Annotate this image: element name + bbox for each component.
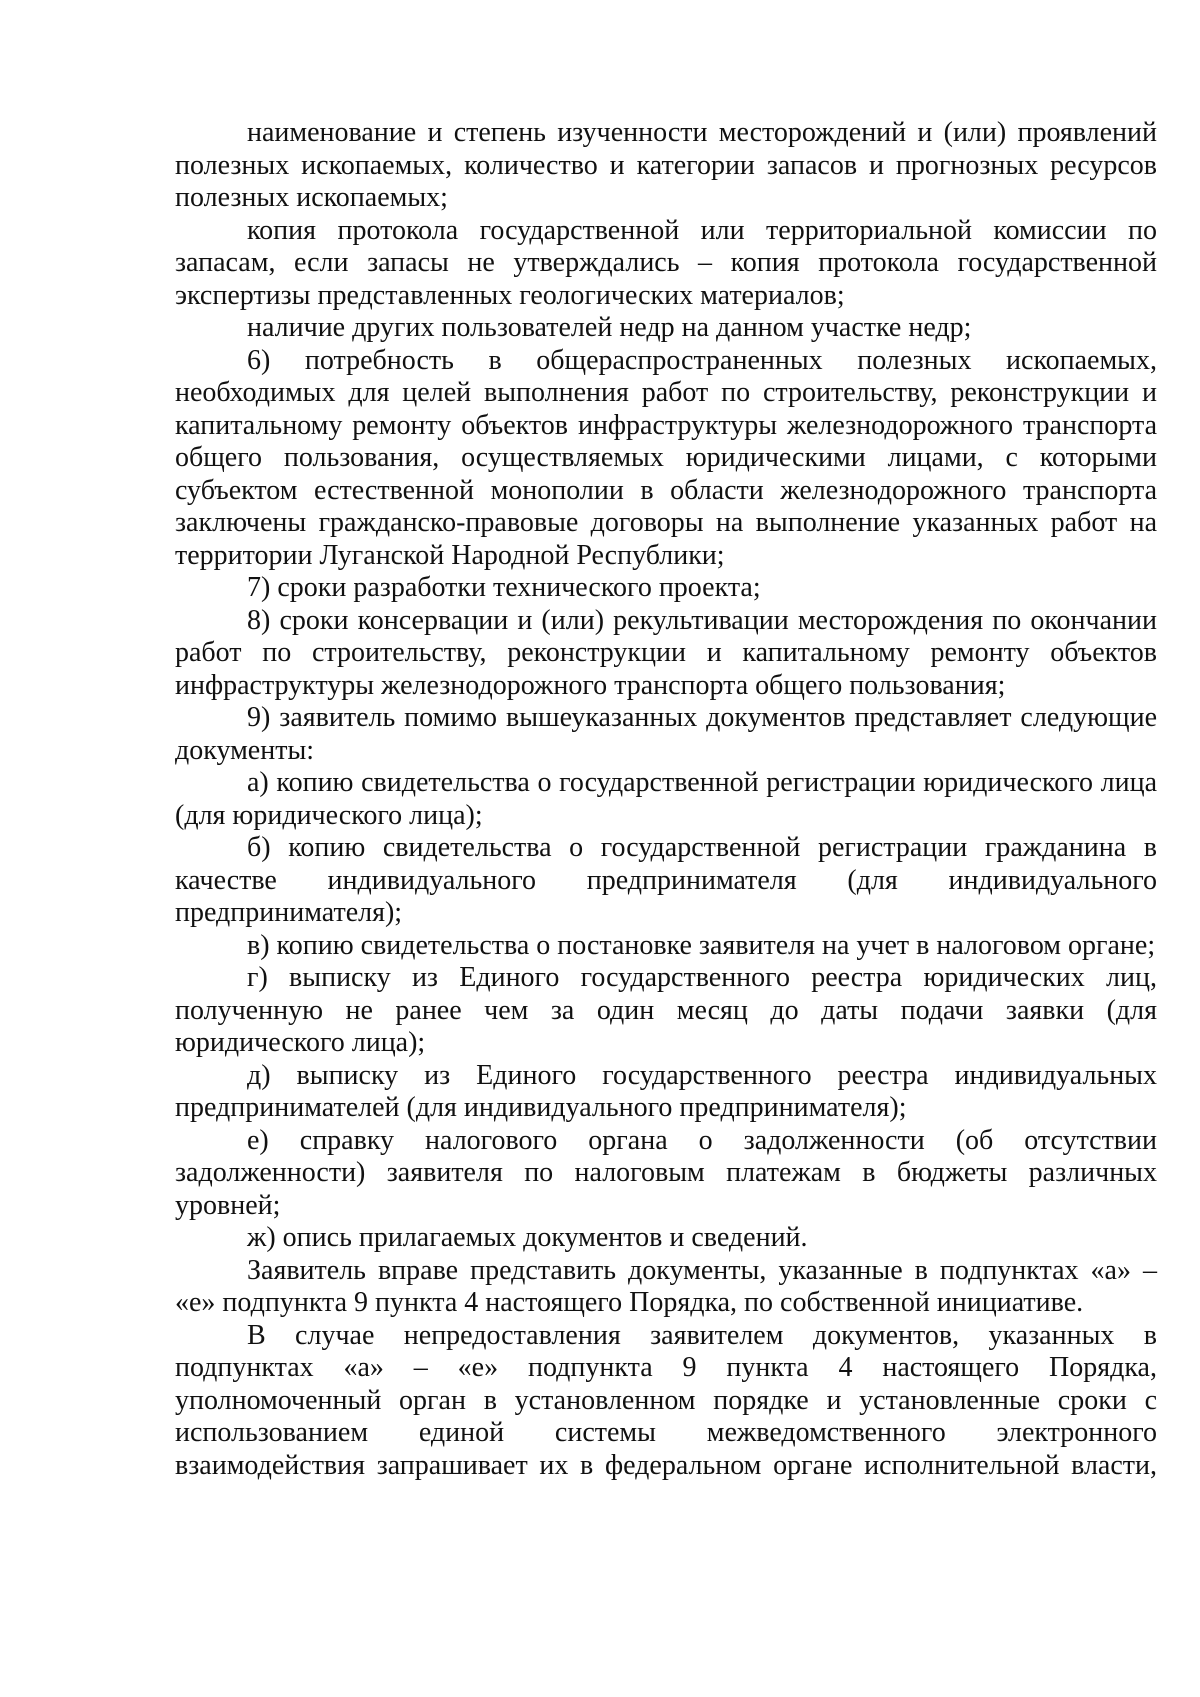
paragraph-subitem-v: в) копию свидетельства о постановке заявителя на учет в налоговом органе; — [247, 929, 1156, 961]
paragraph-protocol-copy: копия протокола государственной или территориальной комиссии по запасам, если запасы не утверждались – копия протокола государственной экспертизы представленных геологических материалов; — [175, 214, 1157, 311]
paragraph-item-9: 9) заявитель помимо вышеуказанных документов представляет следующие документы: — [175, 702, 1157, 766]
paragraph-subitem-b: б) копию свидетельства о государственной регистрации гражданина в качестве индивидуального предпринимателя (для индивидуального предпринимателя); — [175, 832, 1157, 928]
paragraph-item-7: 7) сроки разработки технического проекта; — [247, 572, 761, 603]
paragraph-non-submission: В случае непредоставления заявителем документов, указанных в подпунктах «а» – «е» подпункта 9 пункта 4 настоящего Порядка, уполномоченный орган в установленном порядке и установленные сроки с использованием единой системы межведомственного электронного взаимодействия запрашивает их в федеральном органе исполнительной власти, — [175, 1319, 1157, 1481]
document-page — [175, 117, 1157, 1482]
paragraph-subitem-g: г) выписку из Единого государственного реестра юридических лиц, полученную не ранее чем за один месяц до даты подачи заявки (для юридического лица); — [175, 962, 1157, 1058]
paragraph-subitem-a: а) копию свидетельства о государственной регистрации юридического лица (для юридического лица); — [175, 767, 1157, 831]
paragraph-subitem-e: е) справку налогового органа о задолженности (об отсутствии задолженности) заявителя по налоговым платежам в бюджеты различных уровней; — [175, 1124, 1157, 1221]
paragraph-item-8: 8) сроки консервации и (или) рекультивации месторождения по окончании работ по строительству, реконструкции и капитальному ремонту объектов инфраструктуры железнодорожного транспорта общего пользования; — [175, 604, 1157, 701]
paragraph-subitem-zh: ж) опись прилагаемых документов и сведений. — [247, 1222, 808, 1253]
paragraph-other-users: наличие других пользователей недр на данном участке недр; — [247, 312, 972, 343]
paragraph-item-6: 6) потребность в общераспространенных полезных ископаемых, необходимых для целей выполнения работ по строительству, реконструкции и капитальному ремонту объектов инфраструктуры железнодорожного транспорта общего пользования, осуществляемых юридическими лицами, с которыми субъектом естественной монополии в области железнодорожного транспорта заключены гражданско-правовые договоры на выполнение указанных работ на территории Луганской Народной Республики; — [175, 344, 1157, 571]
paragraph-subitem-d: д) выписку из Единого государственного реестра индивидуальных предпринимателей (для индивидуального предпринимателя); — [175, 1059, 1157, 1123]
paragraph-deposit-name: наименование и степень изученности месторождений и (или) проявлений полезных ископаемых, количество и категории запасов и прогнозных ресурсов полезных ископаемых; — [175, 117, 1157, 213]
paragraph-applicant-right: Заявитель вправе представить документы, указанные в подпунктах «а» – «е» подпункта 9 пункта 4 настоящего Порядка, по собственной инициативе. — [175, 1254, 1157, 1318]
